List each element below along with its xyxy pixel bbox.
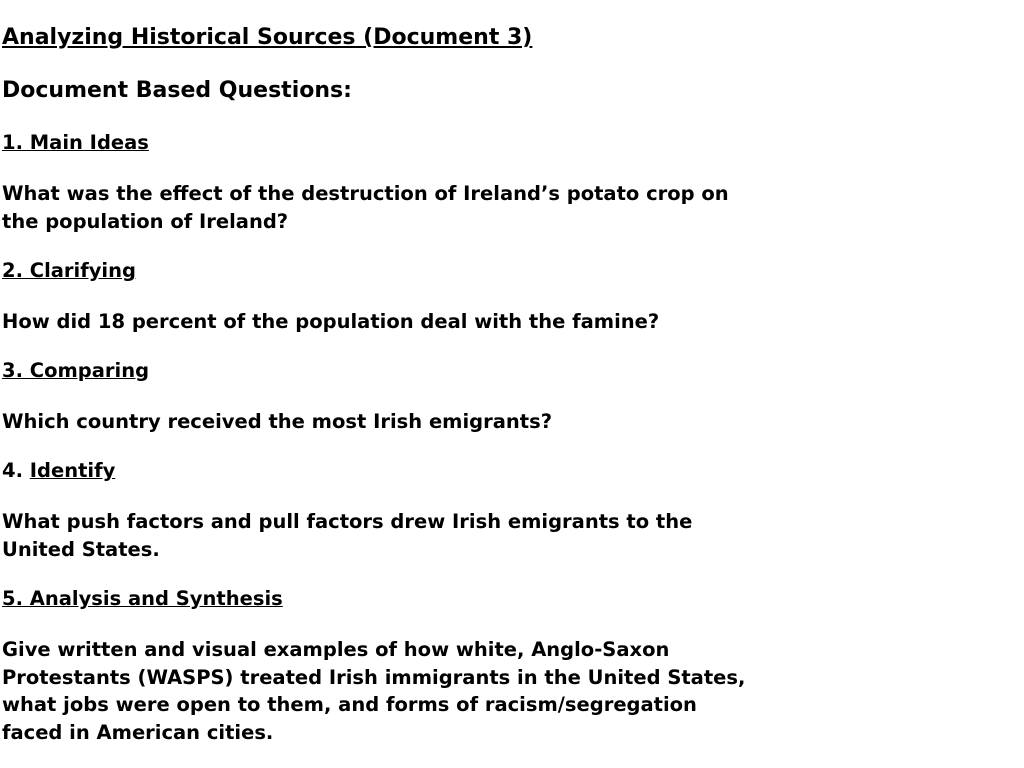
question-text-identify [2,508,882,563]
question-heading-label: 2. Clarifying [2,259,136,282]
question-line: What push factors and pull factors drew Irish emigrants to the [2,510,693,533]
question-line: Protestants (WASPS) treated Irish immigrants in the United States, [2,665,746,689]
question-text-comparing [2,408,882,436]
question-line: what jobs were open to them, and forms of racism/segregation [2,693,697,716]
question-text-clarifying [2,308,882,336]
question-line: faced in American cities. [2,720,274,744]
question-line: Which country received the most Irish emigrants? [2,410,553,433]
question-line: Give written and visual examples of how white, Anglo-Saxon [2,638,670,661]
question-heading-clarifying [2,259,136,282]
question-line: How did 18 percent of the population deal with the famine? [2,310,660,333]
question-line: the population of Ireland? [2,209,289,233]
question-line: What was the effect of the destruction of Ireland’s potato crop on [2,182,729,205]
question-heading-label: 5. Analysis and Synthesis [2,587,283,610]
question-heading-identify [2,459,115,482]
question-line: United States. [2,537,160,561]
question-heading-analysis-synthesis [2,587,283,610]
question-text-main-ideas [2,180,882,235]
section-subtitle: Document Based Questions: [2,78,352,103]
page-title: Analyzing Historical Sources (Document 3) [2,25,533,50]
question-text-analysis-synthesis [2,636,882,746]
question-heading-comparing [2,359,149,382]
question-heading-main-ideas [2,131,149,154]
question-heading-label: Identify [29,459,116,482]
question-heading-label: 1. Main Ideas [2,131,149,154]
question-heading-label: 3. Comparing [2,359,150,382]
question-heading-prefix: 4. [2,459,30,482]
